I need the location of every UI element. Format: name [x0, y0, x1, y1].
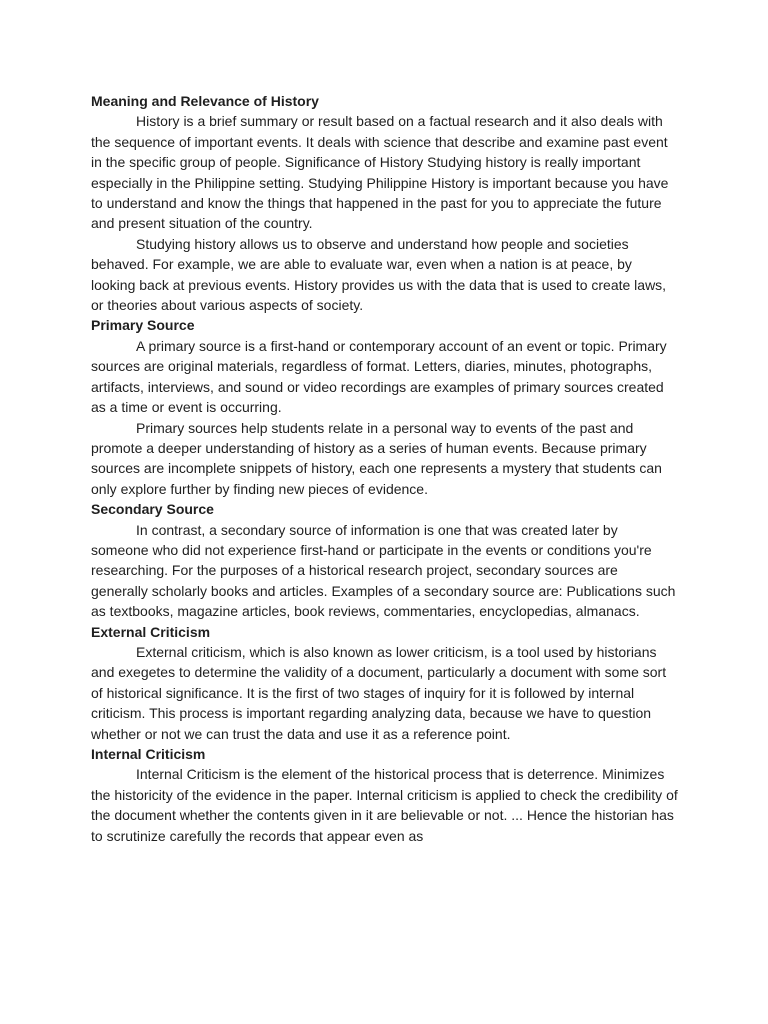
- section-heading: Meaning and Relevance of History: [91, 93, 319, 109]
- section-heading: Secondary Source: [91, 501, 214, 518]
- paragraph: In contrast, a secondary source of information is one that was created later by someone who did not experience first-hand or participate in the events or conditions you're researching. For the purposes of a historical research project, secondary sources are generally scholarly books and articles. Examples of a secondary source are: Publications such as textbooks, magazine articles, book reviews, commentaries, encyclopedias, almanacs.: [91, 521, 676, 620]
- paragraph: A primary source is a first-hand or contemporary account of an event or topic. Primary sources are original materials, regardless of format. Letters, diaries, minutes, photographs, artifacts, interviews, and sound or video recordings are examples of primary sources created as a time or event is occurring.: [91, 337, 667, 416]
- paragraph: External criticism, which is also known as lower criticism, is a tool used by historians and exegetes to determine the validity of a document, particularly a document with some sort of historical significance. It is the first of two stages of inquiry for it is followed by internal criticism. This process is important regarding analyzing data, because we have to question whether or not we can trust the data and use it as a reference point.: [91, 643, 667, 742]
- section-heading: External Criticism: [91, 623, 211, 640]
- paragraph: Studying history allows us to observe and understand how people and societies behaved. For example, we are able to evaluate war, even when a nation is at peace, by looking back at previous events. History provides us with the data that is used to create laws, or theories about various aspects of society.: [91, 235, 667, 314]
- section-heading: Internal Criticism: [91, 746, 206, 762]
- paragraph: History is a brief summary or result based on a factual research and it also deals with the sequence of important events. It deals with science that describe and examine past event in the specific group of people. Significance of History Studying history is really important especially in the Philippine setting. Studying Philippine History is important because you have to understand and know the things that happened in the past for you to appreciate the future and present situation of the country.: [91, 113, 669, 232]
- paragraph: Internal Criticism is the element of the historical process that is deterrence. Minimizes the historicity of the evidence in the paper. Internal criticism is applied to check the credibility of the document whether the contents given in it are believable or not. ... Hence the historian has to scrutinize carefully the records that appear even as: [91, 766, 678, 844]
- section-heading: Primary Source: [91, 317, 195, 334]
- paragraph: Primary sources help students relate in a personal way to events of the past and promote a deeper understanding of history as a series of human events. Because primary sources are incomplete snippets of history, each one represents a mystery that students can only explore further by finding new pieces of evidence.: [91, 419, 662, 497]
